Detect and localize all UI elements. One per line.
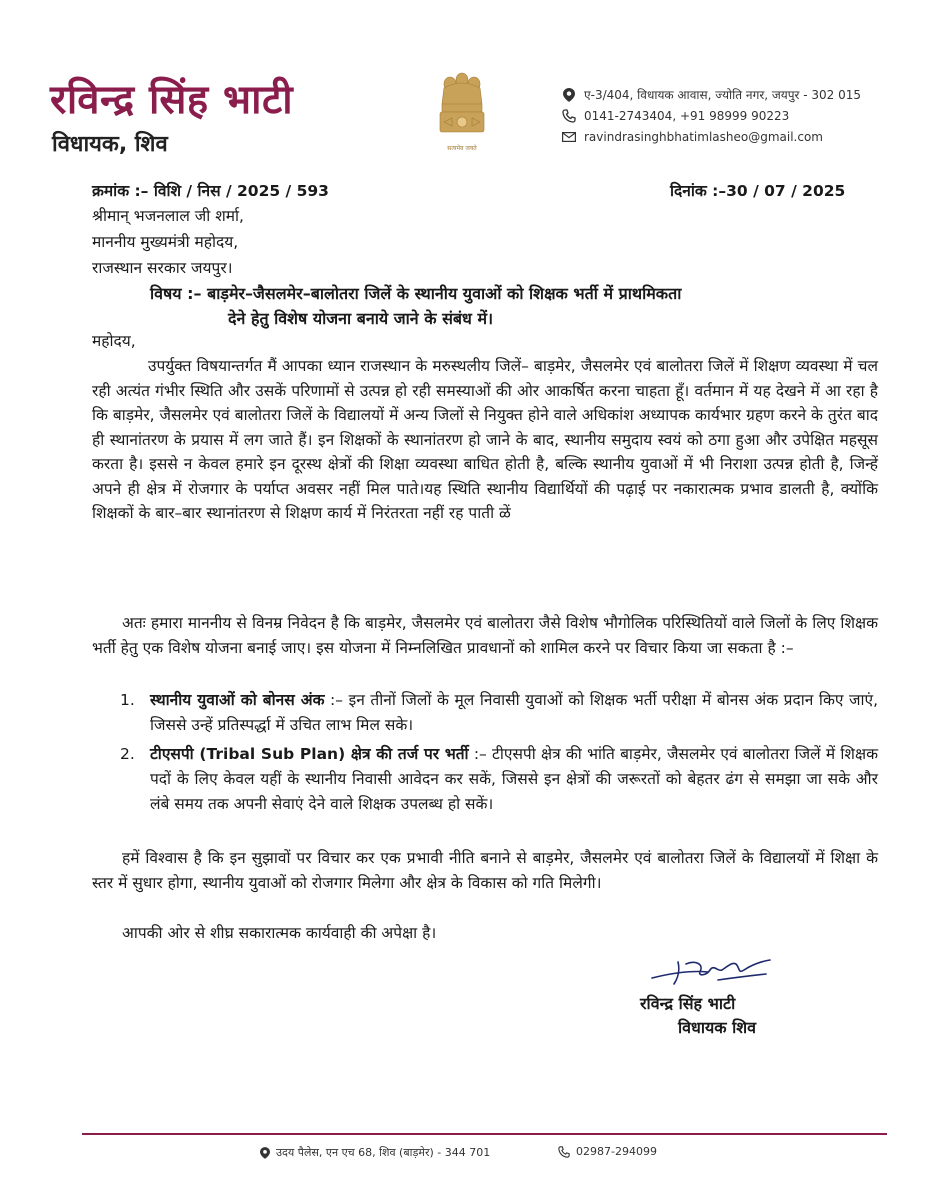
reference-date: दिनांक :–30 / 07 / 2025 [670,182,846,200]
footer-divider [82,1133,887,1135]
location-pin-icon [260,1147,270,1159]
footer-phone [558,1145,657,1158]
list-item-title: स्थानीय युवाओं को बोनस अंक [150,691,325,709]
footer-address [260,1145,490,1160]
phone-icon [558,1146,570,1158]
letterhead-name: रविन्द्र सिंह भाटी [50,76,294,123]
list-item [120,688,878,738]
subject-line-2: देने हेतु विशेष योजना बनाये जाने के संबंध में। [228,309,494,328]
list-item-title: टीएसपी (Tribal Sub Plan) क्षेत्र की तर्ज पर भर्ती [150,745,469,763]
contact-email[interactable]: ravindrasinghbhatimlasheo@gmail.com [584,129,823,144]
letterhead-designation: विधायक, शिव [52,132,168,157]
signatory-designation: विधायक शिव [678,1018,757,1037]
recipient-line-1: श्रीमान् भजनलाल जी शर्मा, [92,207,244,225]
salutation: महोदय, [92,332,136,350]
contact-phone-row [560,105,861,126]
signatory-name: रविन्द्र सिंह भाटी [640,994,736,1013]
phone-icon [560,108,578,124]
list-item-number: 1. [120,691,135,709]
paragraph-3: हमें विश्वास है कि इन सुझावों पर विचार कर एक प्रभावी नीति बनाने से बाड़मेर, जैसलमेर एवं बालोतरा जिलें के विद्यालयों में शिक्षा के स्तर में सुधार होगा, स्थानीय युवाओं को रोजगार मिलेगा और क्षेत्र के विकास को गति मिलेगी। [92,849,878,892]
footer-address-text: उदय पैलेस, एन एच 68, शिव (बाड़मेर) - 344 701 [276,1146,491,1159]
location-pin-icon [560,87,578,103]
paragraph-2: अतः हमारा माननीय से विनम्र निवेदन है कि बाड़मेर, जैसलमेर एवं बालोतरा जैसे विशेष भौगोलिक परिस्थितियों वाले जिलों के लिए शिक्षक भर्ती हेतु एक विशेष योजना बनाई जाए। इस योजना में निम्नलिखित प्रावधानों को शामिल करने पर विचार किया जा सकता है :– [92,614,878,657]
email-icon [560,129,578,145]
contact-phone: 0141-2743404, +91 98999 90223 [584,108,790,123]
recipient-line-2: माननीय मुख्यमंत्री महोदय, [92,233,239,251]
state-emblem [430,70,494,160]
list-item-text: :– टीएसपी क्षेत्र की भांति बाड़मेर, जैसलमेर एवं बालोतरा जिलें में शिक्षक पदों के लिए केवल यहीं के स्थानीय निवासी आवेदन कर सकें, जिससे इन क्षेत्रों की जरूरतों को बेहतर ढंग से समझा जा सके और लंबे समय तक अपनी सेवाएं देने वाले शिक्षक उपलब्ध हो सकें। [150,745,878,813]
emblem-motto: सत्यमेव जयते [447,145,477,152]
handwritten-signature [648,950,778,990]
footer-phone-text: 02987-294099 [576,1145,657,1158]
list-item-number: 2. [120,745,135,763]
contact-email-row [560,126,861,147]
reference-number: क्रमांक :– विशि / निस / 2025 / 593 [92,182,329,200]
paragraph-1: उपर्युक्त विषयान्तर्गत मैं आपका ध्यान राजस्थान के मरुस्थलीय जिलें– बाड़मेर, जैसलमेर एवं बालोतरा जिलें में शिक्षण व्यवस्था में चल रही अत्यंत गंभीर स्थिति और उसकें परिणामों से उत्पन्न हो रही समस्याओं की ओर आकर्षित करना चाहता हूँ। वर्तमान में यह देखने में आ रहा है कि बाड़मेर, जैसलमेर एवं बालोतरा जिलें के विद्यालयों में अन्य जिलों से नियुक्त होने वाले अधिकांश अध्यापक कार्यभार ग्रहण करने के तुरंत बाद ही स्थानांतरण के प्रयास में लग जाते हैं। इन शिक्षकों के स्थानांतरण हो जाने के बाद, स्थानीय समुदाय स्वयं को ठगा हुआ और उपेक्षित महसूस करता है। इससे न केवल हमारे इन दूरस्थ क्षेत्रों की शिक्षा व्यवस्था बाधित होती है, बल्कि स्थानीय युवाओं में भी निराशा उत्पन्न होती है, जिन्हें अपने ही क्षेत्र में रोजगार के पर्याप्त अवसर नहीं मिल पाते।यह स्थिति स्थानीय विद्यार्थियों की पढ़ाई पर नकारात्मक प्रभाव डालती है, क्योंकि शिक्षकों के बार–बार स्थानांतरण से शिक्षण कार्य में निरंतरता नहीं रह पाती ळें [92,357,878,522]
contact-address: ए-3/404, विधायक आवास, ज्योति नगर, जयपुर - 302 015 [584,88,862,102]
recipient-line-3: राजस्थान सरकार जयपुर। [92,259,233,277]
list-item-text: :– इन तीनों जिलों के मूल निवासी युवाओं को शिक्षक भर्ती परीक्षा में बोनस अंक प्रदान किए जाएं, जिससे उन्हें प्रतिस्पर्द्धा में उचित लाभ मिल सके। [150,691,878,734]
subject-block [150,281,870,331]
list-item [120,742,878,817]
subject-line-1: विषय :– बाड़मेर–जैसलमेर–बालोतरा जिलें के स्थानीय युवाओं को शिक्षक भर्ती में प्राथमिकता [150,284,682,303]
contact-address-row [560,84,861,105]
ashoka-emblem-icon [430,70,494,160]
contact-block [560,84,861,147]
paragraph-4: आपकी ओर से शीघ्र सकारात्मक कार्यवाही की अपेक्षा है। [122,924,437,942]
